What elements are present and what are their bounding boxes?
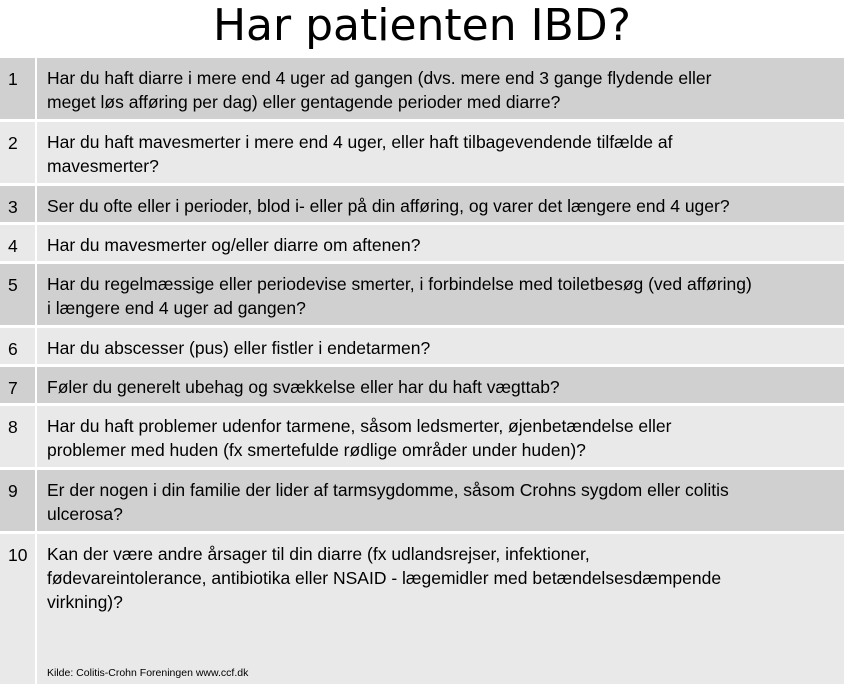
question-number: 10 (0, 534, 37, 684)
question-text: Har du haft problemer udenfor tarmene, såsom ledsmerter, øjenbetændelse eller problemer med huden (fx smertefulde rødlige områder under huden)? (37, 406, 844, 467)
question-text: Er der nogen i din familie der lider af tarmsygdomme, såsom Crohns sygdom eller colitis ulcerosa? (37, 470, 844, 531)
question-text: Har du haft mavesmerter i mere end 4 uger, eller haft tilbagevendende tilfælde af mavesmerter? (37, 122, 844, 183)
table-row (0, 186, 844, 225)
question-text: Har du haft diarre i mere end 4 uger ad gangen (dvs. mere end 3 gange flydende eller meget løs afføring per dag) eller gentagende perioder med diarre? (37, 58, 844, 119)
question-number: 7 (0, 367, 37, 403)
table-row (0, 534, 844, 684)
question-text: Føler du generelt ubehag og svækkelse eller har du haft vægttab? (37, 367, 844, 403)
page-title: Har patienten IBD? (212, 0, 632, 51)
question-number: 6 (0, 328, 37, 364)
question-number: 2 (0, 122, 37, 183)
question-text: Kan der være andre årsager til din diarre (fx udlandsrejser, infektioner, fødevareintolerance, antibiotika eller NSAID - lægemidler med betændelsesdæmpende virkning)? (37, 534, 844, 684)
question-number: 9 (0, 470, 37, 531)
table-row (0, 122, 844, 186)
table-row (0, 264, 844, 328)
question-number: 5 (0, 264, 37, 325)
table-row (0, 225, 844, 264)
question-text: Ser du ofte eller i perioder, blod i- eller på din afføring, og varer det længere end 4 uger? (37, 186, 844, 222)
source-note: Kilde: Colitis-Crohn Foreningen www.ccf.dk (47, 667, 249, 679)
question-text: Har du mavesmerter og/eller diarre om aftenen? (37, 225, 844, 261)
questionnaire-table (0, 58, 844, 684)
question-text: Har du regelmæssige eller periodevise smerter, i forbindelse med toiletbesøg (ved afføring) i længere end 4 uger ad gangen? (37, 264, 844, 325)
question-number: 1 (0, 58, 37, 119)
table-row (0, 328, 844, 367)
question-number: 3 (0, 186, 37, 222)
table-row (0, 406, 844, 470)
table-row (0, 470, 844, 534)
question-text: Har du abscesser (pus) eller fistler i endetarmen? (37, 328, 844, 364)
question-number: 4 (0, 225, 37, 261)
question-number: 8 (0, 406, 37, 467)
table-row (0, 367, 844, 406)
table-row (0, 58, 844, 122)
